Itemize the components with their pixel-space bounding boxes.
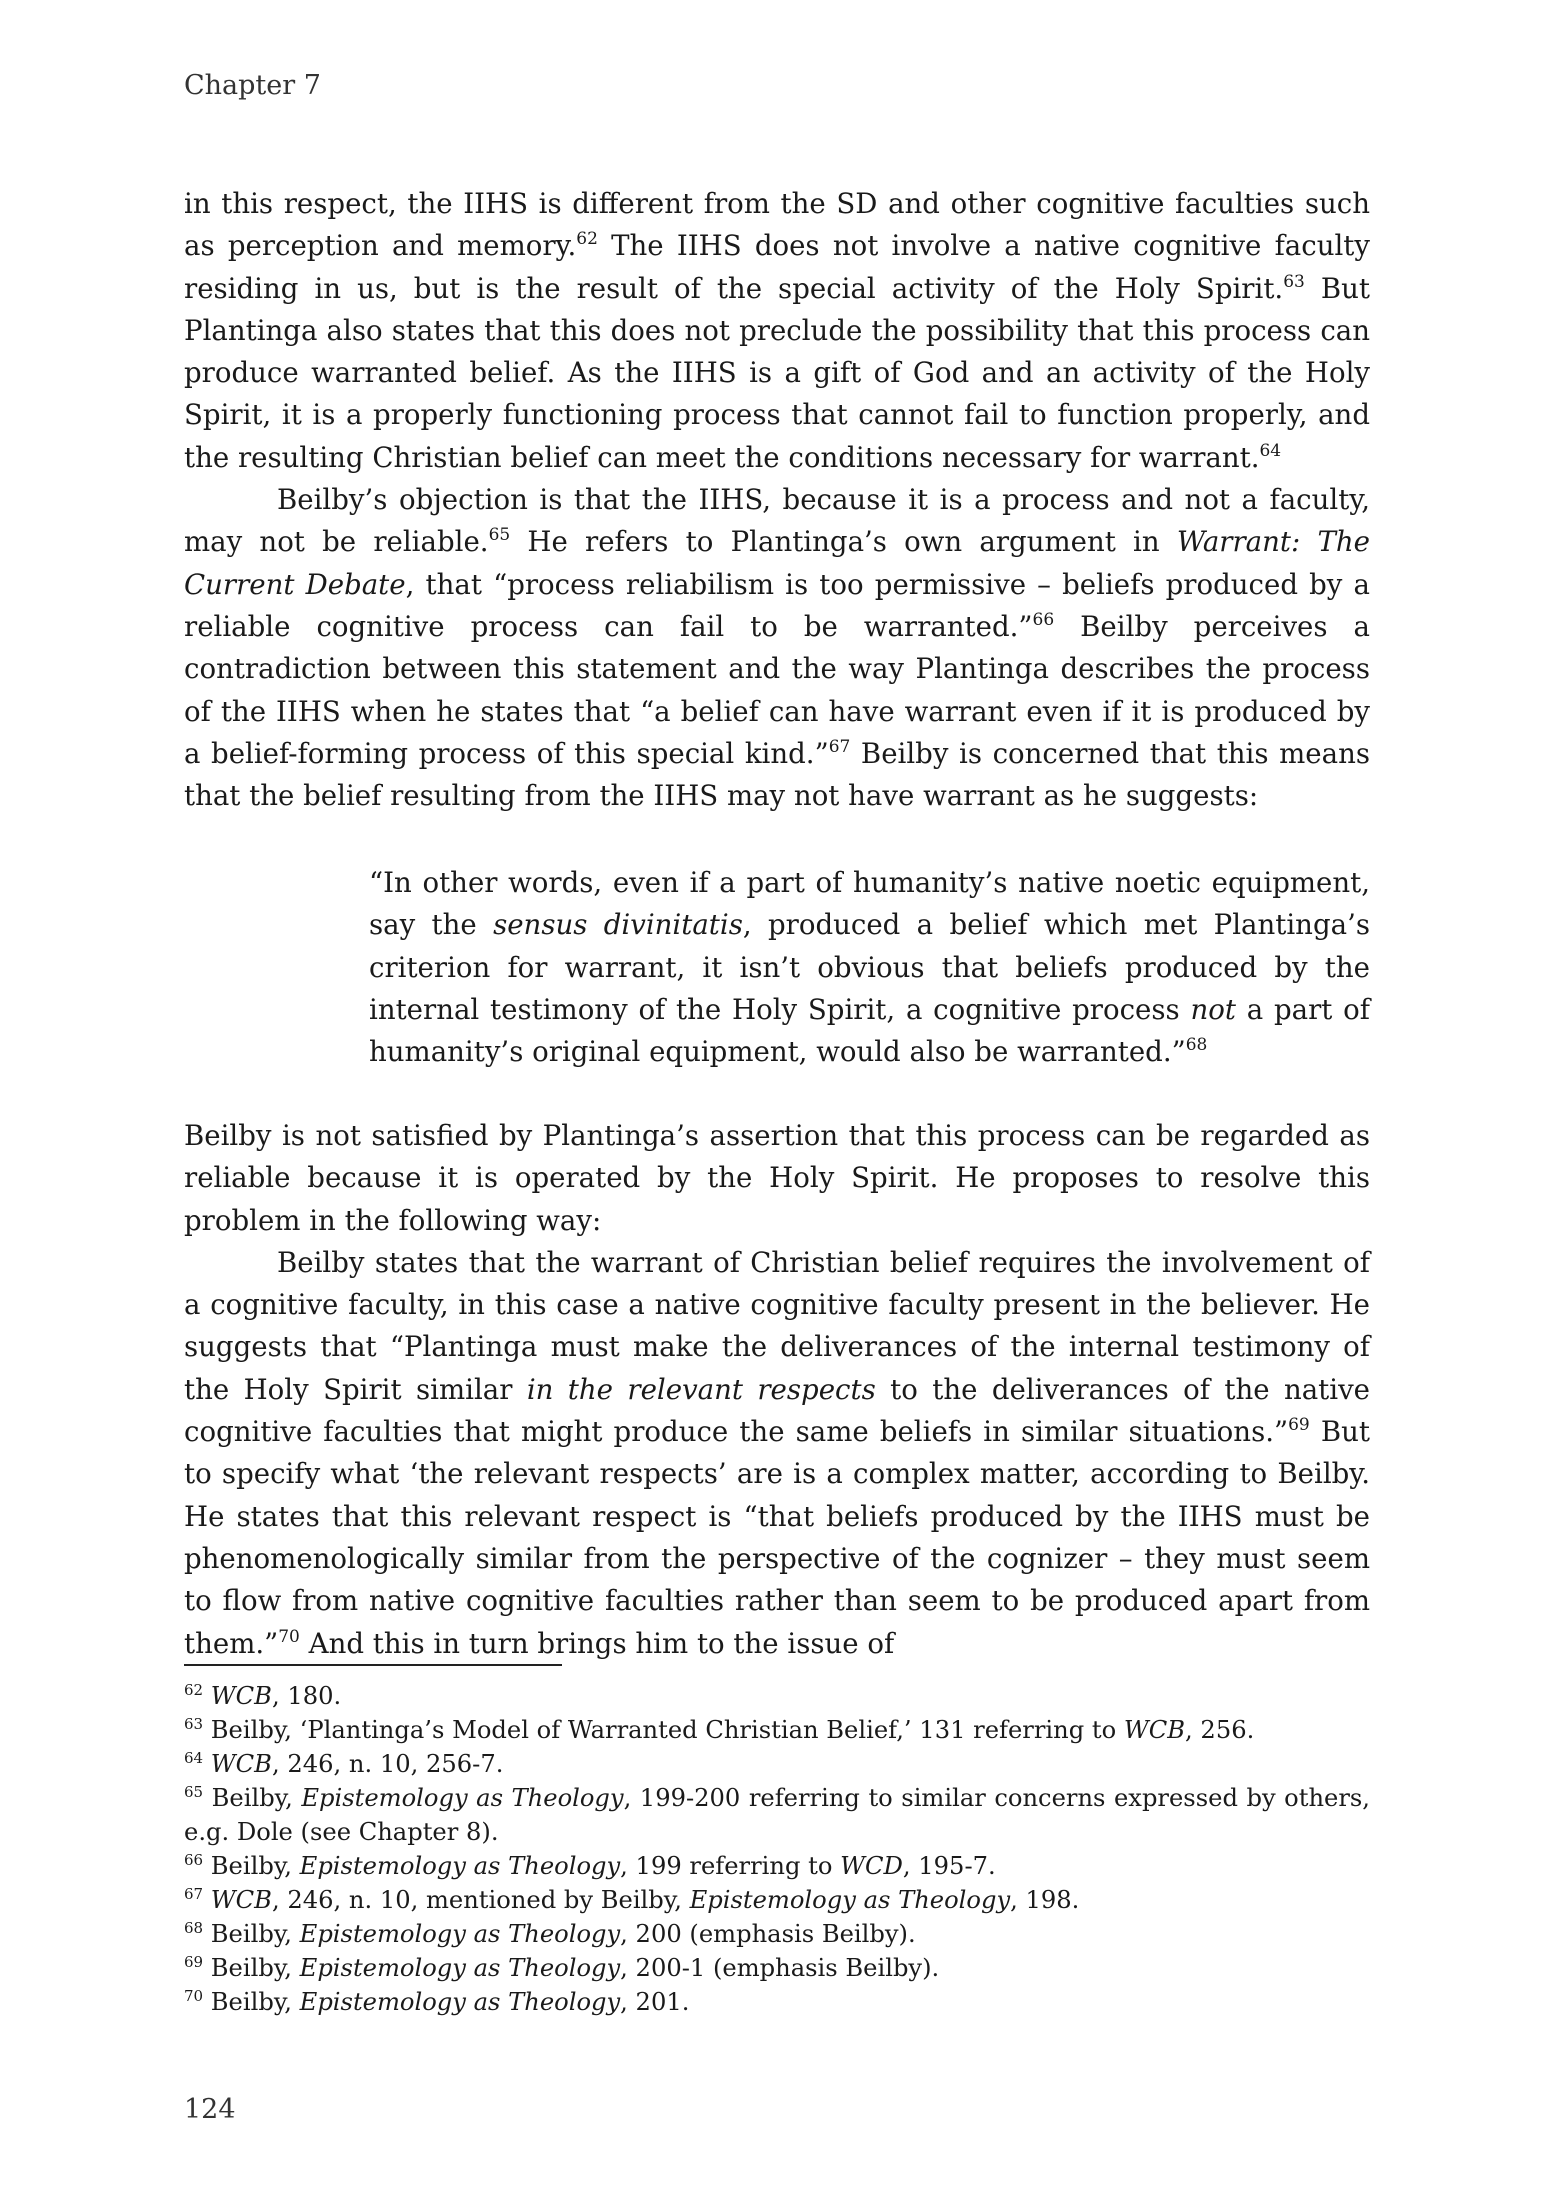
- text: , that “process reliabilism is too permissive – beliefs produced by a reliable cognitive process can fail to be warranted.”: [184, 567, 1370, 643]
- text: , 246, n. 10, mentioned by Beilby,: [271, 1886, 690, 1914]
- body-text-upper: [184, 183, 1370, 817]
- text: Beilby perceives a contradiction between this statement and the way Plantinga describes the process of the IIHS when he states that “a belief can have warrant even if it is produced by a belief-forming process of this special kind.”: [184, 609, 1370, 770]
- emphasis: WCB: [210, 1682, 272, 1710]
- footnote-number: 65: [184, 1783, 204, 1801]
- footnote-ref-67[interactable]: 67: [828, 736, 851, 757]
- text: , 199-200 referring to similar concerns expressed by others, e.g. Dole (see Chapter 8).: [184, 1784, 1370, 1846]
- emphasis: WCB: [1123, 1716, 1186, 1744]
- text: But to specify what ‘the relevant respects’ are is a complex matter, according to Beilby. He states that this relevant respect is “that beliefs produced by the IIHS must be phenomenologically similar from the perspective of the cognizer – they must seem to flow from native cognitive faculties rather than seem to be produced apart from them.”: [184, 1415, 1370, 1660]
- footnote-64: [184, 1747, 1370, 1781]
- footnote-62: [184, 1679, 1370, 1713]
- text: Beilby states that the warrant of Christian belief requires the involvement of a cognitive faculty, in this case a native cognitive faculty present in the believer. He suggests that “Plantinga must make the deliverances of the internal testimony of the Holy Spirit similar: [184, 1245, 1370, 1406]
- footnote-70: [184, 1985, 1370, 2019]
- footnote-number: 70: [184, 1987, 204, 2005]
- text: , 198.: [1010, 1886, 1080, 1914]
- text: And this in turn brings him to the issue of: [299, 1626, 895, 1660]
- emphasis: Epistemology as Theology: [299, 1920, 621, 1948]
- text: Beilby, ‘Plantinga’s Model of Warranted Christian Belief,’ 131 referring to: [203, 1716, 1124, 1744]
- paragraph-2: [184, 479, 1370, 817]
- text: Beilby,: [203, 1784, 302, 1812]
- footnote-67: [184, 1883, 1370, 1917]
- text: , 256.: [1185, 1716, 1255, 1744]
- text: Beilby,: [203, 1988, 300, 2016]
- running-head: Chapter 7: [184, 70, 321, 101]
- text: , 180.: [271, 1682, 342, 1710]
- text: He refers to Plantinga’s own argument in: [510, 525, 1177, 559]
- text: Beilby is not satisfied by Plantinga’s assertion that this process can be regarded as reliable because it is operated by the Holy Spirit. He proposes to resolve this problem in the following way:: [184, 1119, 1370, 1237]
- emphasis: Epistemology as Theology: [301, 1784, 624, 1812]
- footnote-65: [184, 1781, 1370, 1849]
- emphasis: Epistemology as Theology: [299, 1852, 621, 1880]
- footnote-63: [184, 1713, 1370, 1747]
- text: in this respect, the IIHS is different from the SD and other cognitive faculties such as perception and memory.: [184, 187, 1370, 263]
- emphasis: WCB: [210, 1886, 272, 1914]
- footnote-number: 68: [184, 1919, 204, 1937]
- emphasis: in the relevant respects: [526, 1372, 876, 1406]
- emphasis: WCB: [210, 1750, 272, 1778]
- footnote-ref-70[interactable]: 70: [278, 1626, 300, 1647]
- text: , 200 (emphasis Beilby).: [620, 1920, 916, 1948]
- text: , produced a belief which met Plantinga’s criterion for warrant, it isn’t obvious that beliefs produced by the internal testimony of the Holy Spirit, a cognitive process: [369, 908, 1370, 1026]
- emphasis: not: [1190, 992, 1236, 1026]
- paragraph-3: [184, 1115, 1370, 1242]
- footnote-68: [184, 1917, 1370, 1951]
- text: The IIHS does not involve a native cognitive faculty residing in us, but is the result of the special activity of the Holy Spirit.: [184, 229, 1370, 305]
- footnotes: [184, 1679, 1370, 2019]
- footnote-66: [184, 1849, 1370, 1883]
- footnote-ref-63[interactable]: 63: [1283, 271, 1305, 292]
- paragraph-1: [184, 183, 1370, 479]
- emphasis: WCD: [840, 1852, 903, 1880]
- emphasis: Epistemology as Theology: [299, 1988, 621, 2016]
- text: , 199 referring to: [620, 1852, 841, 1880]
- text: , 246, n. 10, 256-7.: [271, 1750, 504, 1778]
- footnote-ref-68[interactable]: 68: [1185, 1035, 1208, 1056]
- footnote-69: [184, 1951, 1370, 1985]
- text: Beilby’s objection is that the IIHS, because it is a process and not a faculty, may not be reliable.: [184, 483, 1370, 559]
- footnote-number: 62: [184, 1681, 204, 1699]
- footnote-number: 69: [184, 1953, 204, 1971]
- text: a part of humanity’s original equipment, would also be warranted.”: [369, 992, 1370, 1069]
- emphasis: Epistemology as Theology: [299, 1954, 621, 1982]
- footnote-number: 67: [184, 1885, 204, 1903]
- paragraph-4: [184, 1242, 1370, 1665]
- emphasis: Epistemology as Theology: [689, 1886, 1011, 1914]
- footnote-ref-69[interactable]: 69: [1288, 1415, 1310, 1436]
- text: But Plantinga also states that this does not preclude the possibility that this process can produce warranted belief. As the IIHS is a gift of God and an activity of the Holy Spirit, it is a properly functioning process that cannot fail to function properly, and the resulting Christian belief can meet the conditions necessary for warrant.: [184, 271, 1370, 474]
- page-number: 124: [184, 2094, 236, 2125]
- footnote-number: 66: [184, 1851, 204, 1869]
- text: Beilby,: [203, 1954, 300, 1982]
- footnote-number: 64: [184, 1749, 204, 1767]
- footnote-divider: [184, 1664, 562, 1666]
- footnote-ref-62[interactable]: 62: [576, 229, 598, 250]
- text: Beilby,: [203, 1920, 300, 1948]
- quote-paragraph: [369, 862, 1370, 1073]
- text: , 201.: [620, 1988, 690, 2016]
- book-title: Warrant: The Current Debate: [184, 525, 1371, 601]
- text: Beilby,: [203, 1852, 300, 1880]
- footnote-ref-66[interactable]: 66: [1032, 609, 1055, 630]
- body-text-lower: [184, 1115, 1370, 1665]
- footnote-number: 63: [184, 1715, 204, 1733]
- footnote-ref-65[interactable]: 65: [488, 525, 511, 546]
- text: , 195-7.: [902, 1852, 996, 1880]
- block-quote: [369, 862, 1370, 1073]
- text: , 200-1 (emphasis Beilby).: [620, 1954, 940, 1982]
- footnote-ref-64[interactable]: 64: [1259, 440, 1282, 461]
- text: “In other words, even if a part of humanity’s native noetic equipment, say the: [369, 866, 1370, 942]
- text: Beilby is concerned that this means that the belief resulting from the IIHS may not have warrant as he suggests:: [184, 736, 1370, 813]
- emphasis: sensus divinitatis: [493, 908, 743, 942]
- text: to the deliverances of the native cognitive faculties that might produce the same beliefs in similar situations.”: [184, 1372, 1371, 1449]
